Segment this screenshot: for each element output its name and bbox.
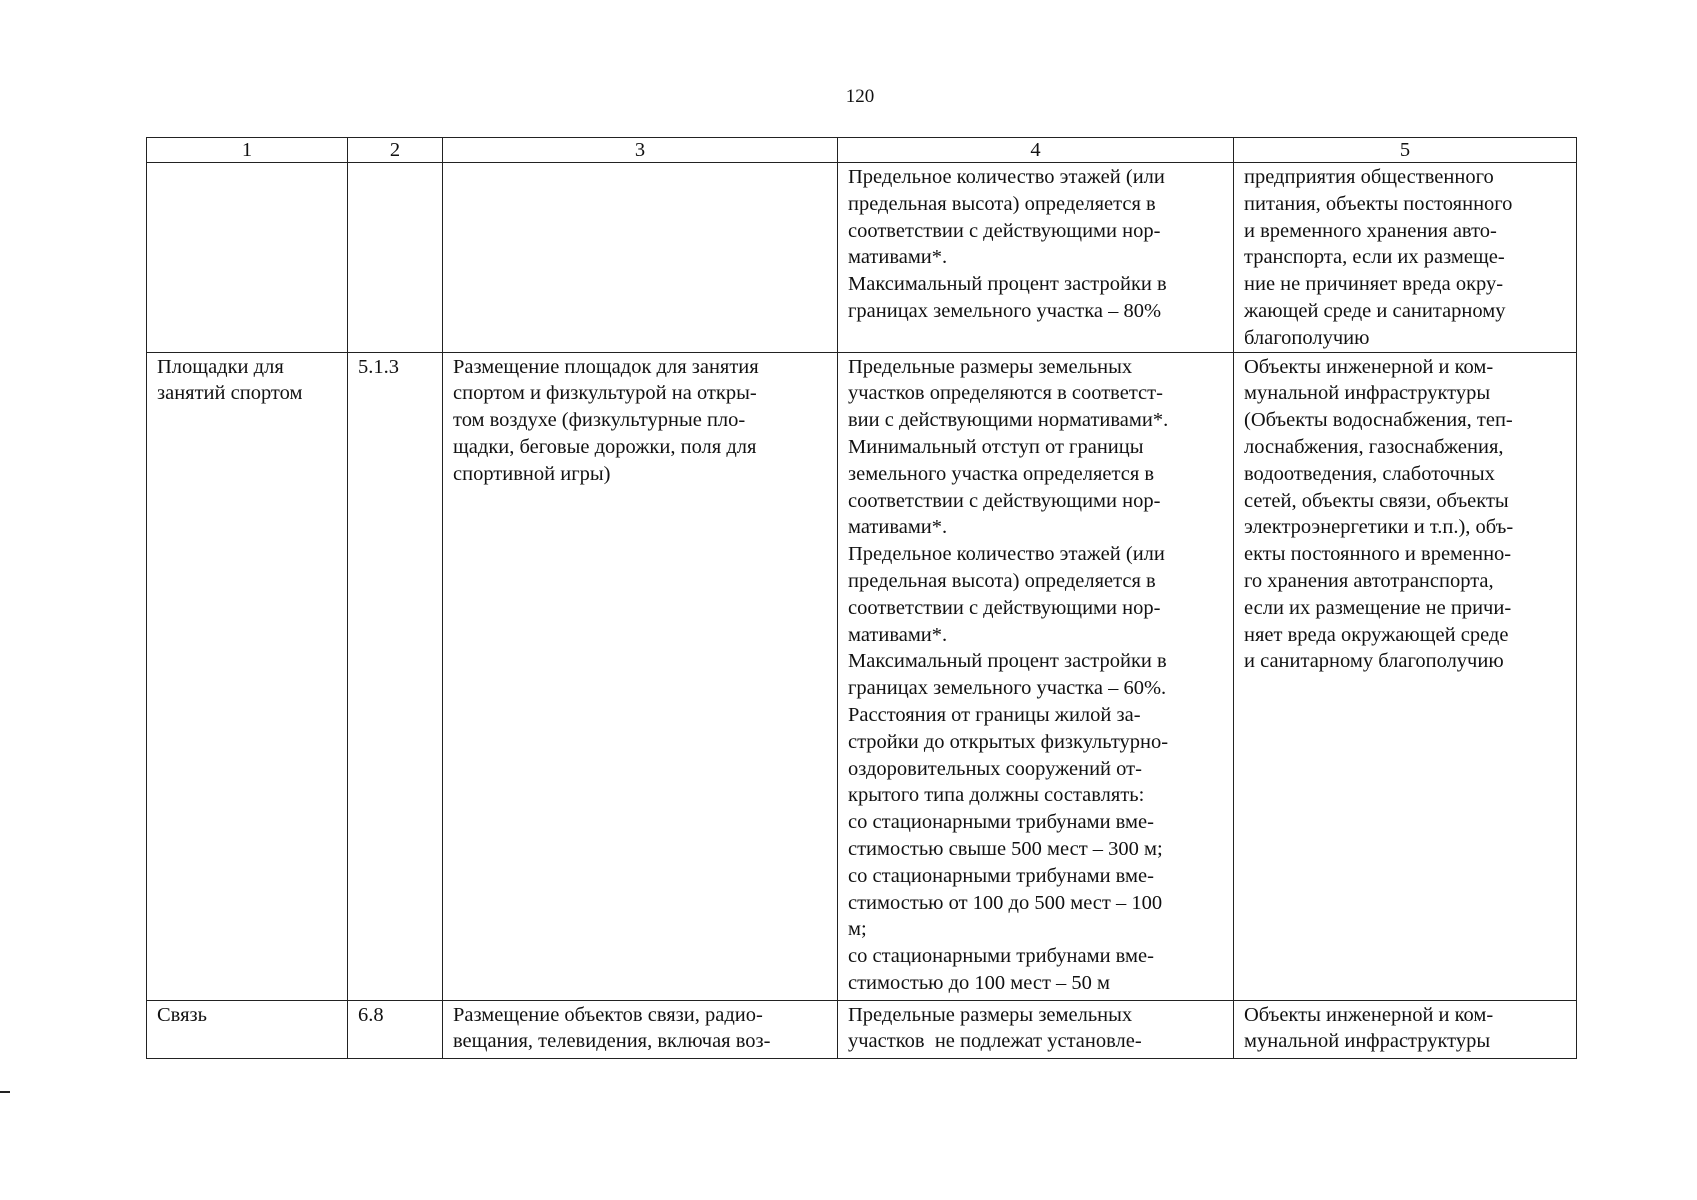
header-cell: 1 [147,138,348,163]
auxiliary-uses-cell: предприятия общественного питания, объекты постоянного и временного хранения авто- транспорта, если их размеще- ние не причиняет вреда окру- жающей среде и санитарному благополучию [1234,163,1577,353]
land-use-description-cell [443,163,838,353]
table-row [147,163,1577,353]
page-number: 120 [845,86,875,107]
land-use-code-cell: 5.1.3 [348,352,443,1000]
land-use-description-cell: Размещение объектов связи, радио- вещания, телевидения, включая воз- [443,1000,838,1058]
table-row [147,1000,1577,1058]
header-cell: 2 [348,138,443,163]
auxiliary-uses-cell: Объекты инженерной и ком- мунальной инфраструктуры [1234,1000,1577,1058]
parameters-cell: Предельные размеры земельных участков не подлежат установле- [838,1000,1234,1058]
table-row [147,352,1577,1000]
land-use-name-cell [147,163,348,353]
header-cell: 4 [838,138,1234,163]
land-use-code-cell [348,163,443,353]
header-cell: 3 [443,138,838,163]
table-header-row [147,138,1577,163]
auxiliary-uses-cell: Объекты инженерной и ком- мунальной инфраструктуры (Объекты водоснабжения, теп- лоснабжения, газоснабжения, водоотведения, слаботочных сетей, объекты связи, объекты электроэнергетики и т.п.), объ- екты постоянного и временно- го хранения автотранспорта, если их размещение не причи- няет вреда окружающей среде и санитарному благополучию [1234,352,1577,1000]
land-use-description-cell: Размещение площадок для занятия спортом и физкультурой на откры- том воздухе (физкультурные пло- щадки, беговые дорожки, поля для спортивной игры) [443,352,838,1000]
land-use-name-cell: Связь [147,1000,348,1058]
land-use-name-cell: Площадки для занятий спортом [147,352,348,1000]
header-cell: 5 [1234,138,1577,163]
regulations-table [146,137,1577,1059]
land-use-code-cell: 6.8 [348,1000,443,1058]
parameters-cell: Предельные размеры земельных участков определяются в соответст- вии с действующими нормативами*. Минимальный отступ от границы земельного участка определяется в соответствии с действующими нор- мативами*. Предельное количество этажей (или предельная высота) определяется в соответствии с действующими нор- мативами*. Максимальный процент застройки в границах земельного участка – 60%. Расстояния от границы жилой за- стройки до открытых физкультурно- оздоровительных сооружений от- крытого типа должны составлять: со стационарными трибунами вме- стимостью свыше 500 мест – 300 м; со стационарными трибунами вме- стимостью от 100 до 500 мест – 100 м; со стационарными трибунами вме- стимостью до 100 мест – 50 м [838,352,1234,1000]
parameters-cell: Предельное количество этажей (или предельная высота) определяется в соответствии с действующими нор- мативами*. Максимальный процент застройки в границах земельного участка – 80% [838,163,1234,353]
scan-margin-mark [0,1091,10,1093]
